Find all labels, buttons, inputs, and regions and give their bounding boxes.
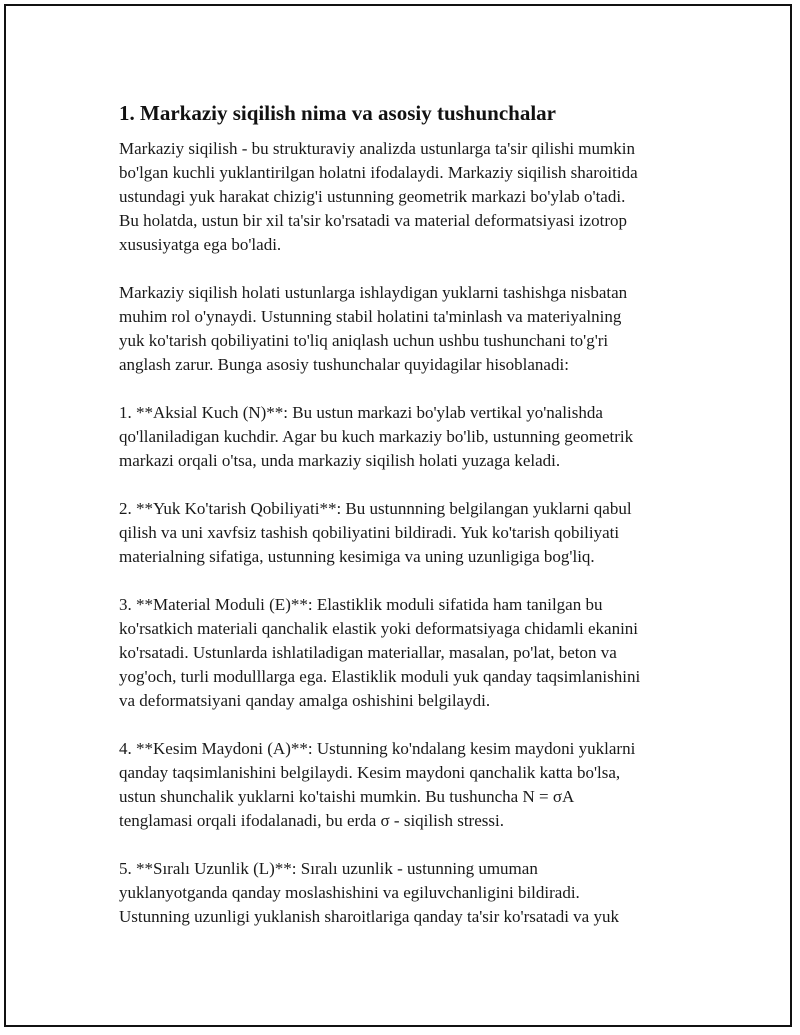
list-item-material-modulus: 3. **Material Moduli (E)**: Elastiklik moduli sifatida ham tanilgan bu ko'rsatkich materiali qanchalik elastik yoki deformatsiyaga chidamli ekanini ko'rsatadi. Ustunlarda ishlatiladigan materiallar, masalan, po'lat, beton va yog'och, turli modulllarga ega. Elastiklik moduli yuk qanday taqsimlanishini va deformatsiyani qanday amalga oshishini belgilaydi. <box>119 595 641 710</box>
document-body <box>119 100 689 953</box>
list-item-axial-force: 1. **Aksial Kuch (N)**: Bu ustun markazi bo'ylab vertikal yo'nalishda qo'llaniladigan kuchdir. Agar bu kuch markaziy bo'lib, ustunning geometrik markazi orqali o'tsa, unda markaziy siqilish holati yuzaga keladi. <box>119 403 634 470</box>
list-item-effective-length: 5. **Sıralı Uzunlik (L)**: Sıralı uzunlik - ustunning umuman yuklanyotganda qanday moslashishini va egiluvchanligini bildiradi. Ustunning uzunligi yuklanish sharoitlariga qanday ta'sir ko'rsatadi va yuk <box>119 859 619 926</box>
list-item-load-capacity: 2. **Yuk Ko'tarish Qobiliyati**: Bu ustunnning belgilangan yuklarni qabul qilish va uni xavfsiz tashish qobiliyatini bildiradi. Yuk ko'tarish qobiliyati materialning sifatiga, ustunning kesimiga va uning uzunligiga bog'liq. <box>119 499 632 566</box>
paragraph-importance: Markaziy siqilish holati ustunlarga ishlaydigan yuklarni tashishga nisbatan muhim rol o'ynaydi. Ustunning stabil holatini ta'minlash va materiyalning yuk ko'tarish qobiliyatini to'liq aniqlash uchun ushbu tushunchani to'g'ri anglash zarur. Bunga asosiy tushunchalar quyidagilar hisoblanadi: <box>119 283 628 374</box>
list-item-cross-section-area: 4. **Kesim Maydoni (A)**: Ustunning ko'ndalang kesim maydoni yuklarni qanday taqsimlanishini belgilaydi. Kesim maydoni qanchalik katta bo'lsa, ustun shunchalik yuklarni ko'taishi mumkin. Bu tushuncha N = σA tenglamasi orqali ifodalanadi, bu erda σ - siqilish stressi. <box>119 739 636 830</box>
page-frame <box>4 4 792 1027</box>
paragraph-intro: Markaziy siqilish - bu strukturaviy analizda ustunlarga ta'sir qilishi mumkin bo'lgan kuchli yuklantirilgan holatni ifodalaydi. Markaziy siqilish sharoitida ustundagi yuk harakat chizig'i ustunning geometrik markazi bo'ylab o'tadi. Bu holatda, ustun bir xil ta'sir ko'rsatadi va material deformatsiyasi izotrop xususiyatga ega bo'ladi. <box>119 139 638 254</box>
section-heading: 1. Markaziy siqilish nima va asosiy tushunchalar <box>119 101 556 125</box>
